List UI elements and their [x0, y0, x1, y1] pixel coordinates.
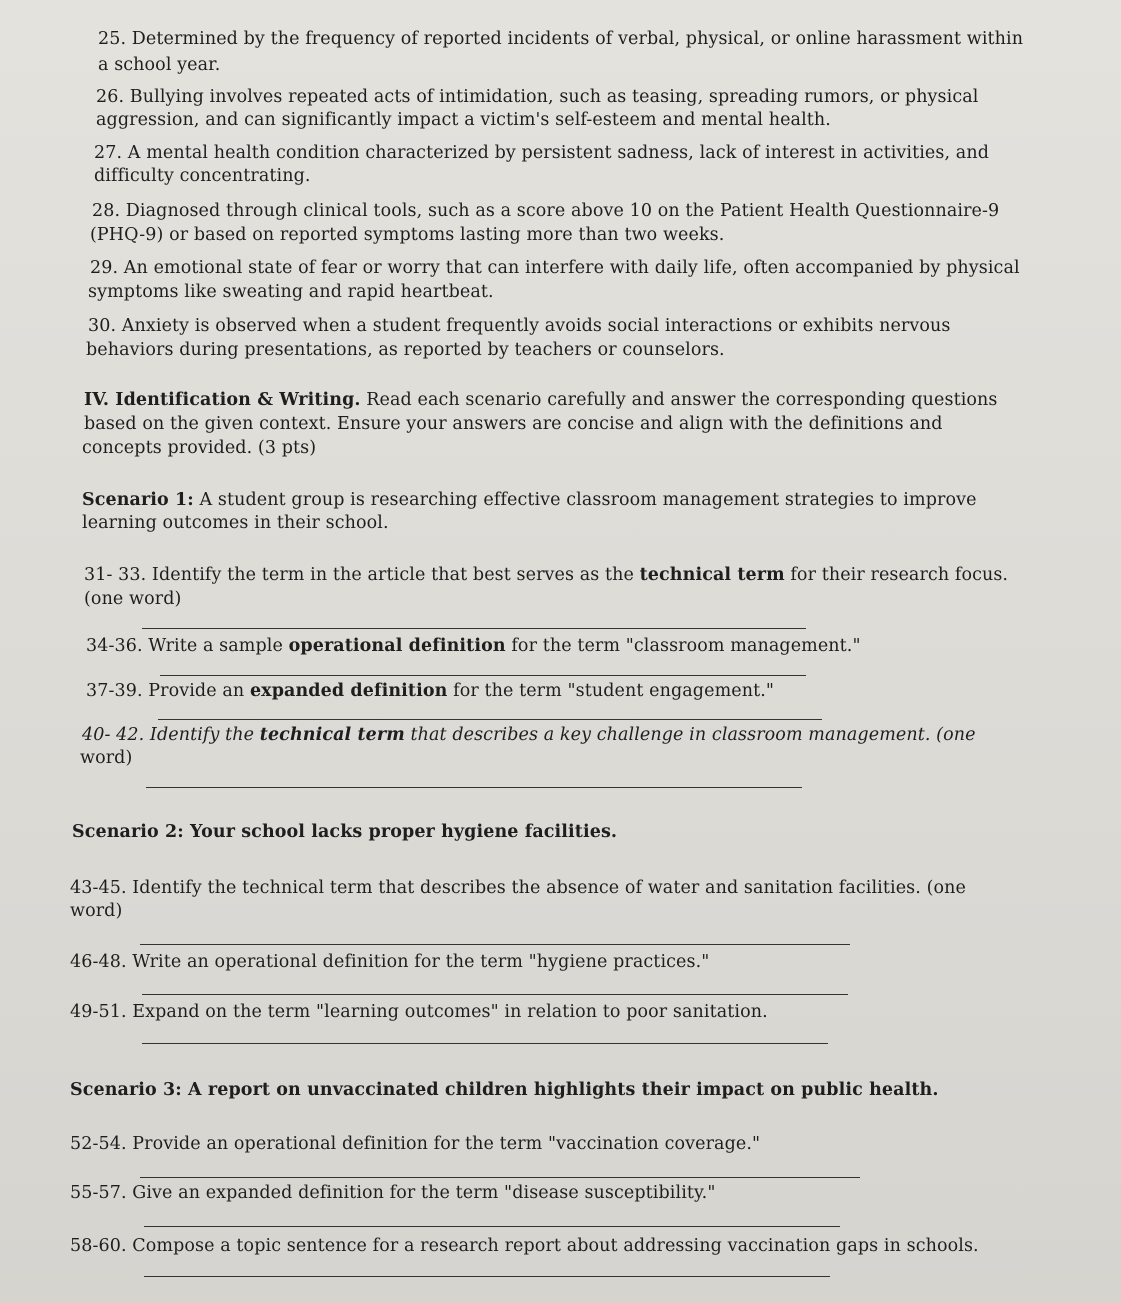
q31-line1: 31- 33. Identify the term in the article that best serves as the technical term for their research focus.: [84, 565, 1009, 585]
scenario1-label: Scenario 1:: [82, 490, 194, 510]
q25-line2: a school year.: [98, 55, 221, 75]
scenario2-title: Scenario 2: Your school lacks proper hygiene facilities.: [72, 822, 618, 842]
q37: 37-39. Provide an expanded definition for the term "student engagement.": [86, 681, 775, 701]
q28-line1: 28. Diagnosed through clinical tools, such as a score above 10 on the Patient Health Questionnaire-9: [92, 201, 1000, 221]
q30-line2: behaviors during presentations, as reported by teachers or counselors.: [86, 340, 725, 360]
section-intro-line1: IV. Identification & Writing. Read each scenario carefully and answer the corresponding questions: [84, 390, 998, 410]
q52: 52-54. Provide an operational definition for the term "vaccination coverage.": [70, 1134, 761, 1154]
q40-line1: 40- 42. Identify the technical term that describes a key challenge in classroom management. (one: [82, 725, 976, 745]
section-intro-line3: concepts provided. (3 pts): [82, 438, 317, 458]
scenario1-line1: Scenario 1: A student group is researching effective classroom management strategies to improve: [82, 490, 977, 510]
q29-line2: symptoms like sweating and rapid heartbeat.: [88, 282, 494, 302]
section-heading: IV. Identification & Writing.: [84, 390, 361, 410]
q27-line1: 27. A mental health condition characterized by persistent sadness, lack of interest in activities, and: [94, 143, 989, 163]
q31-answer-line[interactable]: [142, 628, 806, 629]
q27-line2: difficulty concentrating.: [94, 166, 311, 186]
q26-line1: 26. Bullying involves repeated acts of intimidation, such as teasing, spreading rumors, or physical: [96, 87, 979, 107]
section-intro-line2: based on the given context. Ensure your answers are concise and align with the definitions and: [84, 414, 943, 434]
q29-line1: 29. An emotional state of fear or worry that can interfere with daily life, often accompanied by physical: [90, 258, 1020, 278]
q43-line2: word): [70, 901, 123, 921]
q40-answer-line[interactable]: [146, 787, 802, 788]
q43-answer-line[interactable]: [140, 944, 850, 945]
q58-answer-line[interactable]: [144, 1276, 830, 1277]
q55: 55-57. Give an expanded definition for the term "disease susceptibility.": [70, 1183, 716, 1203]
q49: 49-51. Expand on the term "learning outcomes" in relation to poor sanitation.: [70, 1002, 768, 1022]
q43-line1: 43-45. Identify the technical term that describes the absence of water and sanitation facilities. (one: [70, 878, 966, 898]
q37-answer-line[interactable]: [158, 719, 822, 720]
q26-line2: aggression, and can significantly impact a victim's self-esteem and mental health.: [96, 110, 831, 130]
q55-answer-line[interactable]: [144, 1226, 840, 1227]
q46-answer-line[interactable]: [142, 994, 848, 995]
q49-answer-line[interactable]: [142, 1043, 828, 1044]
q46: 46-48. Write an operational definition for the term "hygiene practices.": [70, 952, 710, 972]
q28-line2: (PHQ-9) or based on reported symptoms lasting more than two weeks.: [90, 225, 725, 245]
q34-answer-line[interactable]: [160, 675, 806, 676]
q30-line1: 30. Anxiety is observed when a student frequently avoids social interactions or exhibits nervous: [88, 316, 951, 336]
scenario1-line2: learning outcomes in their school.: [82, 513, 389, 533]
scenario3-title: Scenario 3: A report on unvaccinated children highlights their impact on public health.: [70, 1080, 939, 1100]
q52-answer-line[interactable]: [140, 1177, 860, 1178]
q31-line2: (one word): [84, 589, 182, 609]
q58: 58-60. Compose a topic sentence for a research report about addressing vaccination gaps in schools.: [70, 1236, 979, 1256]
q34: 34-36. Write a sample operational definition for the term "classroom management.": [86, 636, 861, 656]
q25-line1: 25. Determined by the frequency of reported incidents of verbal, physical, or online harassment within: [98, 29, 1024, 49]
q40-line2: word): [80, 748, 133, 768]
